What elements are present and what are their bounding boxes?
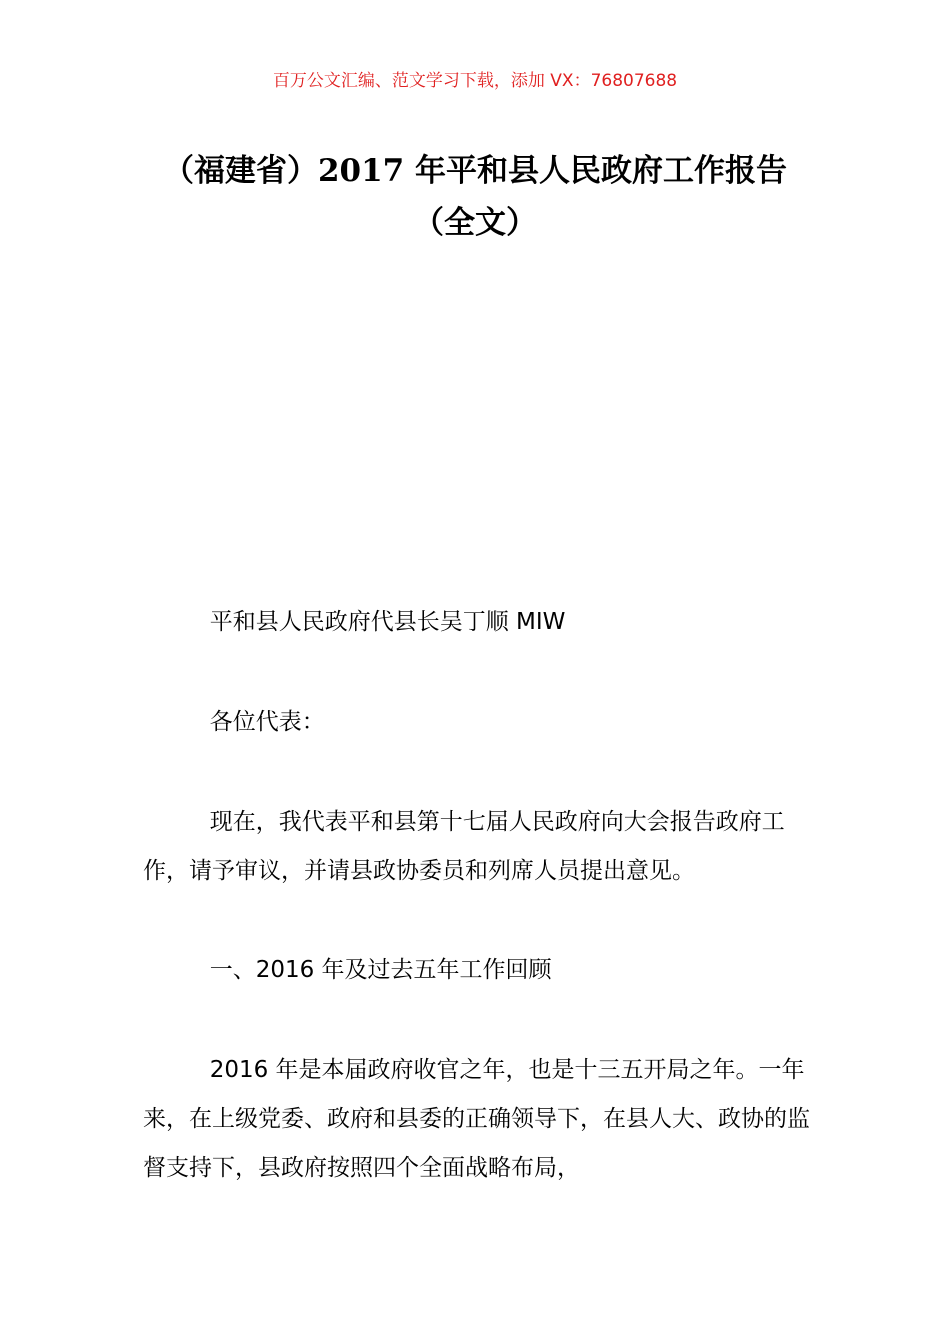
author-line: 平和县人民政府代县长吴丁顺 MIW <box>209 609 566 635</box>
greeting: 各位代表： <box>209 709 325 735</box>
document-title: （福建省）2017 年平和县人民政府工作报告（全文） <box>162 153 788 241</box>
section-heading: 一、2016 年及过去五年工作回顾 <box>209 957 552 983</box>
intro-paragraph: 现在，我代表平和县第十七届人民政府向大会报告政府工作，请予审议，并请县政协委员和列席人员提出意见。 <box>143 809 785 884</box>
body-paragraph: 2016 年是本届政府收官之年，也是十三五开局之年。一年来，在上级党委、政府和县委的正确领导下，在县人大、政协的监督支持下，县政府按照四个全面战略布局， <box>143 1057 810 1181</box>
header-banner: 百万公文汇编、范文学习下载，添加 VX：76807688 <box>272 71 678 91</box>
